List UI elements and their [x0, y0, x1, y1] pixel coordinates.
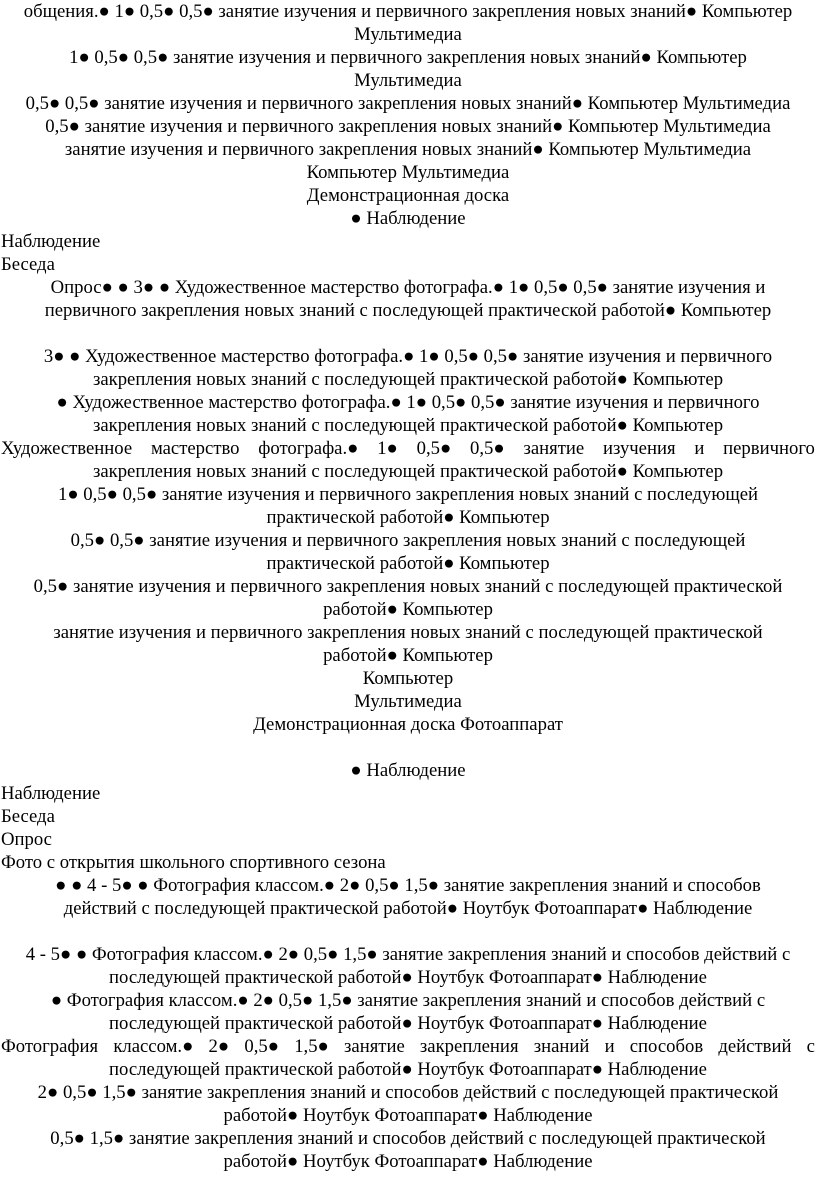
text-line: 3● ● Художественное мастерство фотографа.● 1● 0,5● 0,5● занятие изучения и первичного	[43, 346, 773, 367]
text-line	[0, 1035, 816, 1058]
text-line: работой● Компьютер	[323, 645, 493, 666]
text-line: работой● Ноутбук Фотоаппарат● Наблюдение	[223, 1151, 593, 1172]
text-line: 0,5● занятие изучения и первичного закрепления новых знаний с последующей практической	[33, 576, 783, 597]
text-line: первичного закрепления новых знаний с последующей практической работой● Компьютер	[44, 300, 772, 321]
text-line	[0, 437, 816, 460]
text-line: ● Наблюдение	[350, 760, 466, 781]
text-line: Демонстрационная доска	[306, 185, 510, 206]
text-line: ● Фотография классом.● 2● 0,5● 1,5● занятие закрепления знаний и способов действий с	[50, 990, 766, 1011]
blank-line	[0, 322, 816, 345]
text-line: Опрос● ● 3● ● Художественное мастерство фотографа.● 1● 0,5● 0,5● занятие изучения и	[50, 277, 766, 298]
word: 1●	[377, 438, 398, 459]
word: фотографа.●	[258, 438, 359, 459]
word: и	[694, 438, 705, 459]
text-line: 0,5● занятие изучения и первичного закрепления новых знаний● Компьютер Мультимедиа	[45, 116, 771, 137]
text-line: 1● 0,5● 0,5● занятие изучения и первичного закрепления новых знаний● Компьютер	[69, 47, 747, 68]
text-line: практической работой● Компьютер	[266, 507, 550, 528]
text-line: закрепления новых знаний с последующей практической работой● Компьютер	[92, 415, 724, 436]
text-line: последующей практической работой● Ноутбук Фотоаппарат● Наблюдение	[109, 967, 707, 988]
word: действий	[718, 1036, 792, 1057]
word: Фотография	[1, 1036, 99, 1057]
text-line: 2● 0,5● 1,5● занятие закрепления знаний и способов действий с последующей практической	[37, 1082, 779, 1103]
text-line: 1● 0,5● 0,5● занятие изучения и первичного закрепления новых знаний с последующей	[57, 484, 759, 505]
word: 0,5●	[416, 438, 452, 459]
text-line: Наблюдение	[1, 783, 101, 804]
text-line: 0,5● 0,5● занятие изучения и первичного закрепления новых знаний с последующей	[70, 530, 746, 551]
word: способов	[629, 1036, 704, 1057]
text-line: Опрос	[1, 829, 52, 850]
text-line: практической работой● Компьютер	[266, 553, 550, 574]
text-line: общения.● 1● 0,5● 0,5● занятие изучения и первичного закрепления новых знаний● Компьютер	[23, 1, 793, 22]
text-line: действий с последующей практической работой● Ноутбук Фотоаппарат● Наблюдение	[63, 898, 753, 919]
word: 0,5●	[244, 1036, 280, 1057]
word: знаний	[533, 1036, 590, 1057]
text-line: 0,5● 0,5● занятие изучения и первичного закрепления новых знаний● Компьютер Мультимедиа	[25, 93, 791, 114]
text-line: Беседа	[1, 806, 55, 827]
text-line: 0,5● 1,5● занятие закрепления знаний и способов действий с последующей практической	[50, 1128, 766, 1149]
text-line: Мультимедиа	[354, 70, 462, 91]
word: 2●	[208, 1036, 230, 1057]
word: изучения	[602, 438, 676, 459]
text-line: Фото с открытия школьного спортивного сезона	[1, 852, 386, 873]
text-line: ● ● 4 - 5● ● Фотография классом.● 2● 0,5● 1,5● занятие закрепления знаний и способов	[55, 875, 761, 896]
text-line: работой● Компьютер	[323, 599, 493, 620]
text-line: занятие изучения и первичного закрепления новых знаний с последующей практической	[53, 622, 763, 643]
word: занятие	[523, 438, 585, 459]
text-line: последующей практической работой● Ноутбук Фотоаппарат● Наблюдение	[109, 1059, 707, 1080]
text-line: Беседа	[1, 254, 55, 275]
text-line: Мультимедиа	[354, 691, 462, 712]
word: Художественное	[1, 438, 133, 459]
text-line: закрепления новых знаний с последующей практической работой● Компьютер	[92, 369, 724, 390]
word: 1,5●	[294, 1036, 329, 1057]
word: закрепления	[419, 1036, 519, 1057]
word: 0,5●	[470, 438, 505, 459]
text-line: закрепления новых знаний с последующей практической работой● Компьютер	[92, 461, 724, 482]
text-line: Мультимедиа	[354, 24, 462, 45]
word: классом.●	[113, 1036, 194, 1057]
blank-line	[0, 920, 816, 943]
word: первичного	[723, 438, 815, 459]
text-line: Наблюдение	[1, 231, 101, 252]
text-line: занятие изучения и первичного закрепления новых знаний● Компьютер Мультимедиа	[64, 139, 752, 160]
blank-line	[0, 736, 816, 759]
text-line: 4 - 5● ● Фотография классом.● 2● 0,5● 1,5● занятие закрепления знаний и способов действий с	[25, 944, 791, 965]
text-line: последующей практической работой● Ноутбук Фотоаппарат● Наблюдение	[109, 1013, 707, 1034]
text-line: Компьютер Мультимедиа	[306, 162, 510, 183]
word: с	[806, 1036, 815, 1057]
word: занятие	[344, 1036, 405, 1057]
word: мастерство	[150, 438, 240, 459]
text-line: работой● Ноутбук Фотоаппарат● Наблюдение	[223, 1105, 593, 1126]
word: и	[604, 1036, 615, 1057]
text-line: Компьютер	[362, 668, 454, 689]
text-line: ● Художественное мастерство фотографа.● 1● 0,5● 0,5● занятие изучения и первичного	[56, 392, 760, 413]
text-line: Демонстрационная доска Фотоаппарат	[253, 714, 563, 735]
text-line: ● Наблюдение	[350, 208, 466, 229]
